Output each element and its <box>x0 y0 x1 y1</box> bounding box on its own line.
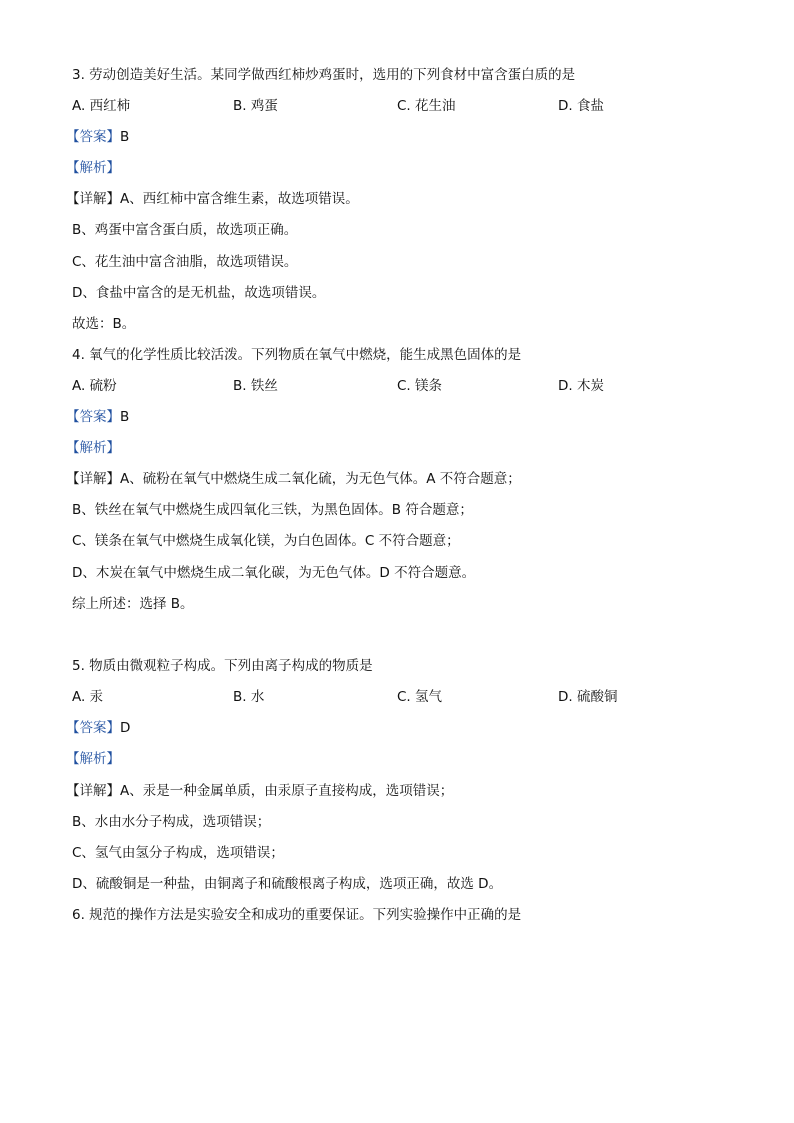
option-b: B. 水 <box>233 689 265 706</box>
answer-value: B <box>120 129 130 146</box>
detail-line: C、氢气由氢分子构成，选项错误； <box>72 844 284 861</box>
option-c: C. 氢气 <box>397 689 443 706</box>
question-5-options <box>72 682 732 713</box>
answer-line <box>66 402 732 433</box>
answer-line <box>66 713 732 744</box>
analysis-line <box>66 153 732 184</box>
option-b: B. 鸡蛋 <box>233 98 278 115</box>
answer-tag: 【答案】 <box>66 720 120 737</box>
detail-line: D、木炭在氧气中燃烧生成二氧化碳，为无色气体。D 不符合题意。 <box>72 564 476 581</box>
detail-tag: 【详解】 <box>66 782 120 799</box>
detail-line: C、镁条在氧气中燃烧生成氧化镁，为白色固体。C 不符合题意； <box>72 533 460 550</box>
answer-tag: 【答案】 <box>66 129 120 146</box>
detail-line: D、硫酸铜是一种盐，由铜离子和硫酸根离子构成，选项正确，故选 D。 <box>72 875 503 892</box>
option-d: D. 木炭 <box>558 377 604 394</box>
answer-value: B <box>120 409 130 426</box>
detail-line: B、鸡蛋中富含蛋白质，故选项正确。 <box>72 222 298 239</box>
question-4-options <box>72 371 732 402</box>
detail-text: A、硫粉在氧气中燃烧生成二氧化硫，为无色气体。A 不符合题意； <box>120 471 521 488</box>
answer-tag: 【答案】 <box>66 409 120 426</box>
option-a: A. 硫粉 <box>72 377 117 394</box>
conclusion-line: 综上所述：选择 B。 <box>72 595 194 612</box>
question-3-options <box>72 91 732 122</box>
analysis-tag: 【解析】 <box>66 751 120 768</box>
question-3-stem: 3. 劳动创造美好生活。某同学做西红柿炒鸡蛋时，选用的下列食材中富含蛋白质的是 <box>72 67 576 83</box>
detail-tag: 【详解】 <box>66 471 120 488</box>
conclusion-line: 故选：B。 <box>72 315 136 332</box>
option-a: A. 汞 <box>72 689 104 706</box>
option-c: C. 镁条 <box>397 377 443 394</box>
option-b: B. 铁丝 <box>233 377 278 394</box>
option-a: A. 西红柿 <box>72 98 131 115</box>
option-c: C. 花生油 <box>397 98 456 115</box>
detail-line: B、水由水分子构成，选项错误； <box>72 813 271 830</box>
option-d: D. 硫酸铜 <box>558 689 618 706</box>
analysis-line <box>66 433 732 464</box>
question-6-stem: 6. 规范的操作方法是实验安全和成功的重要保证。下列实验操作中正确的是 <box>72 906 522 923</box>
analysis-line <box>66 744 732 775</box>
question-5-stem: 5. 物质由微观粒子构成。下列由离子构成的物质是 <box>72 658 373 675</box>
analysis-tag: 【解析】 <box>66 440 120 457</box>
detail-tag: 【详解】 <box>66 191 120 208</box>
question-4-stem: 4. 氧气的化学性质比较活泼。下列物质在氧气中燃烧，能生成黑色固体的是 <box>72 346 522 363</box>
blank-line <box>72 620 732 652</box>
detail-text: A、西红柿中富含维生素，故选项错误。 <box>120 191 359 208</box>
document-page <box>66 60 732 931</box>
option-d: D. 食盐 <box>558 98 604 115</box>
answer-line <box>66 122 732 153</box>
detail-line <box>66 464 732 495</box>
answer-value: D <box>120 720 131 737</box>
analysis-tag: 【解析】 <box>66 160 120 177</box>
detail-text: A、汞是一种金属单质，由汞原子直接构成，选项错误； <box>120 782 454 799</box>
detail-line: B、铁丝在氧气中燃烧生成四氧化三铁，为黑色固体。B 符合题意； <box>72 502 473 519</box>
detail-line <box>66 776 732 807</box>
detail-line: D、食盐中富含的是无机盐，故选项错误。 <box>72 284 326 301</box>
detail-line <box>66 184 732 215</box>
detail-line: C、花生油中富含油脂，故选项错误。 <box>72 253 298 270</box>
